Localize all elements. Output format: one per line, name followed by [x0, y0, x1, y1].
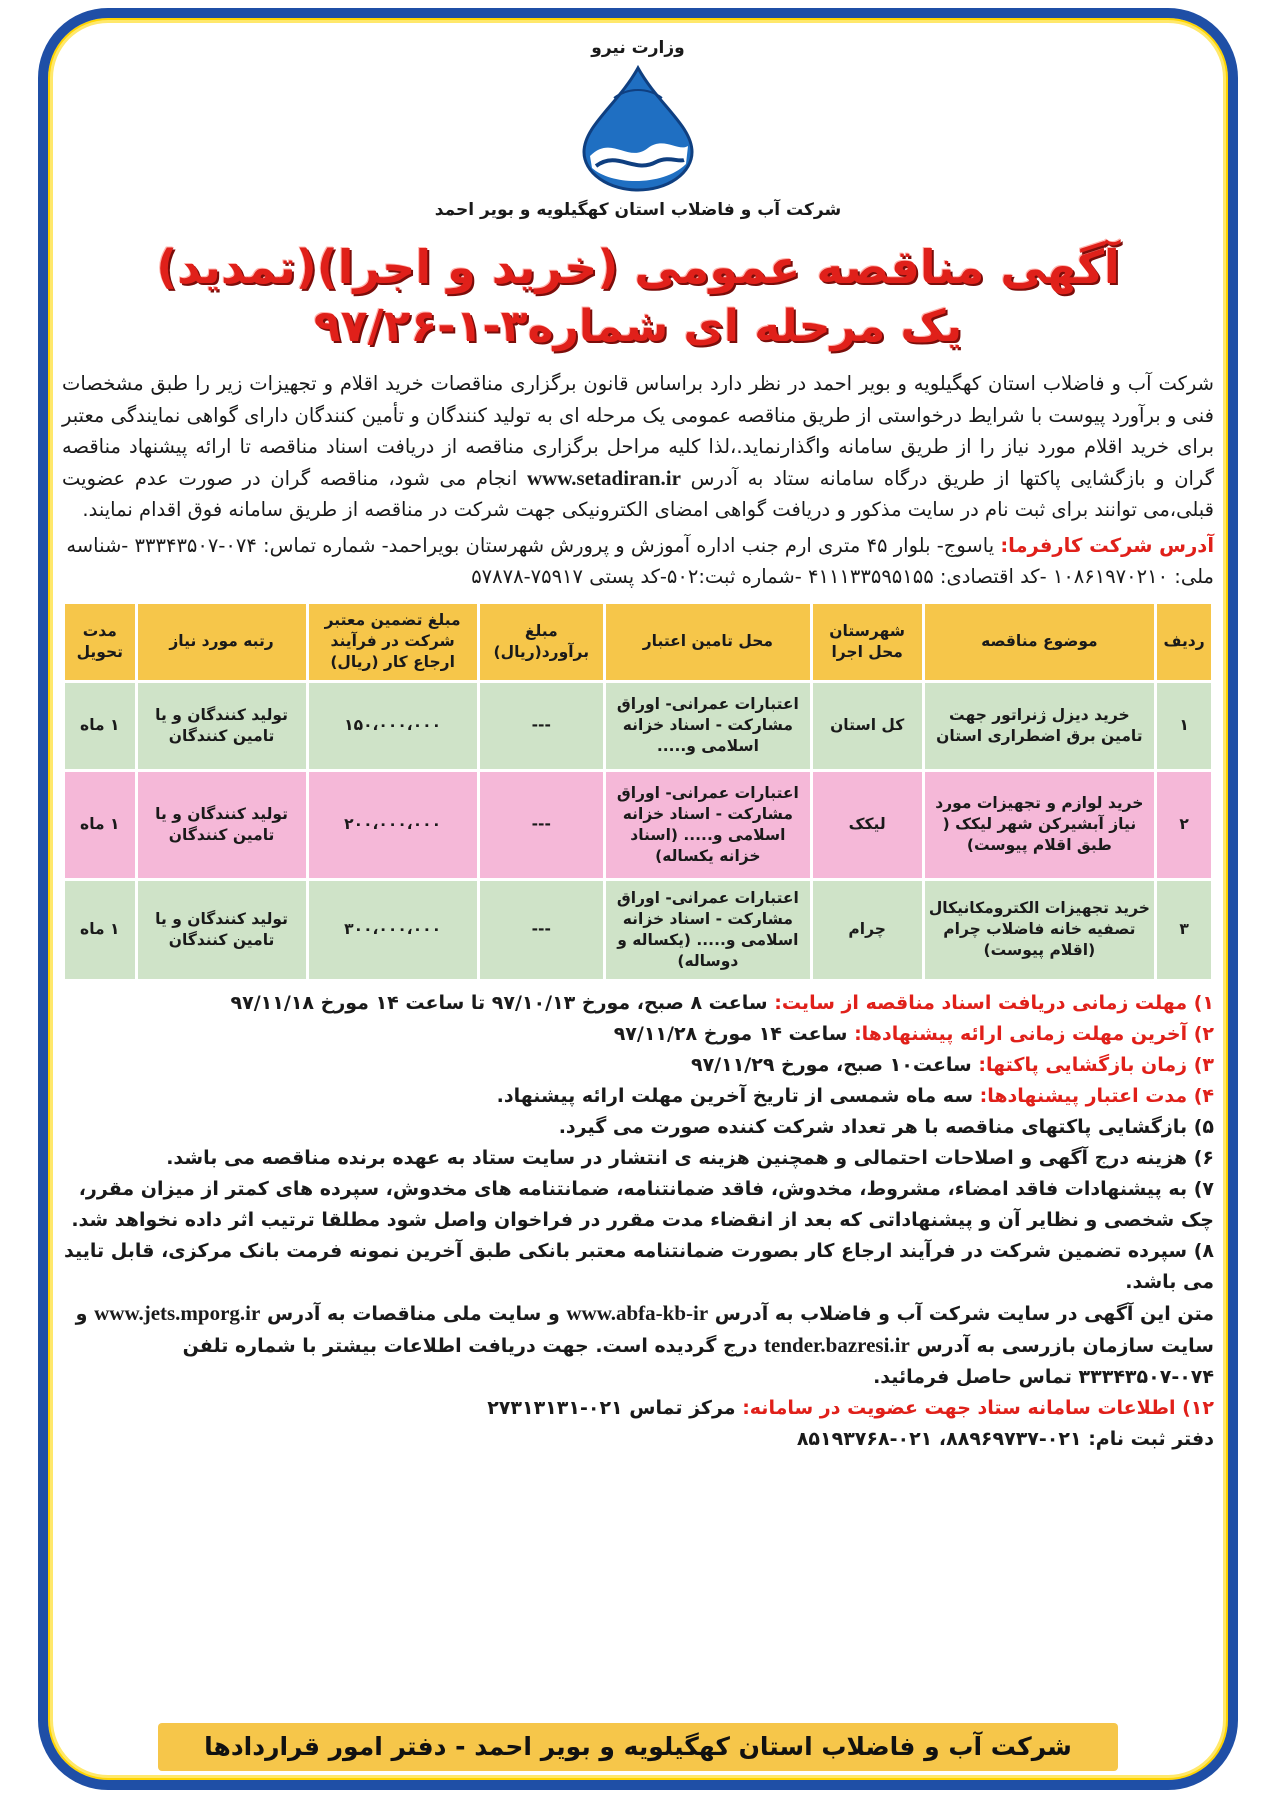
row-guarantee: ۲۰۰،۰۰۰،۰۰۰	[309, 772, 477, 878]
row-rank: تولید کنندگان و یا تامین کنندگان	[138, 683, 306, 769]
notice-page	[62, 20, 1214, 1455]
condition-value: مرکز تماس ۰۲۱-۲۷۳۱۳۱۳۱	[487, 1396, 736, 1419]
table-row	[65, 772, 1211, 878]
notice-text-4: درج گردیده است. جهت دریافت اطلاعات بیشتر با شماره تلفن ۰۷۴-۳۳۳۴۳۵۰۷ تماس حاصل فرمائید.	[182, 1334, 1214, 1388]
setadiran-link[interactable]: www.setadiran.ir	[526, 465, 681, 490]
header-subject: موضوع مناقصه	[925, 604, 1155, 680]
publication-notice	[62, 1298, 1214, 1393]
condition-item	[62, 988, 1214, 1019]
condition-label: ۳) زمان بازگشایی پاکتها:	[978, 1053, 1214, 1076]
header-estimate: مبلغ برآورد(ریال)	[480, 604, 603, 680]
abfa-link[interactable]: www.abfa-kb-ir	[566, 1300, 709, 1325]
row-guarantee: ۱۵۰،۰۰۰،۰۰۰	[309, 683, 477, 769]
intro-text-1: شرکت آب و فاضلاب استان کهگیلویه و بویر احمد در نظر دارد براساس قانون برگزاری مناقصات خرید اقلام و تجهیزات زیر را طبق مشخصات فنی و برآورد پیوست با شرایط درخواستی از طریق مناقصه عمومی یک مرحله ای به تولید کنندگان و تأمین کنندگان دارای گواهی نمایندگی معتبر برای خرید اقلام مورد نیاز را از طریق سامانه واگذارنماید.،لذا کلیه مراحل برگزاری مناقصه از دریافت اسناد مناقصه تا ارائه پیشنهاد مناقصه گران و بازگشایی پاکتها از طریق درگاه سامانه ستاد به آدرس	[62, 372, 1214, 490]
header-row-num: ردیف	[1157, 604, 1211, 680]
table-row	[65, 881, 1211, 979]
conditions-list	[62, 988, 1214, 1455]
row-subject: خرید تجهیزات الکترومکانیکال تصفیه خانه فاضلاب چرام (اقلام پیوست)	[925, 881, 1155, 979]
condition-label: ۴) مدت اعتبار پیشنهادها:	[979, 1084, 1214, 1107]
bazresi-link[interactable]: tender.bazresi.ir	[764, 1332, 910, 1357]
row-estimate: ---	[480, 683, 603, 769]
row-funding: اعتبارات عمرانی- اوراق مشارکت - اسناد خزانه اسلامی و..... (اسناد خزانه یکساله)	[606, 772, 810, 878]
condition-item: ۶) هزینه درج آگهی و اصلاحات احتمالی و همچنین هزینه ی انتشار در سایت ستاد به عهده برنده مناقصه می باشد.	[166, 1146, 1214, 1169]
row-rank: تولید کنندگان و یا تامین کنندگان	[138, 881, 306, 979]
header-funding: محل تامین اعتبار	[606, 604, 810, 680]
notice-text-1: متن این آگهی در سایت شرکت آب و فاضلاب به آدرس	[714, 1302, 1214, 1325]
company-logo	[62, 64, 1214, 194]
header-guarantee: مبلغ تضمین معتبر شرکت در فرآیند ارجاع کار (ریال)	[309, 604, 477, 680]
notice-text-3: و سایت سازمان بازرسی به آدرس	[75, 1302, 1214, 1357]
footer-banner: شرکت آب و فاضلاب استان کهگیلویه و بویر احمد - دفتر امور قراردادها	[158, 1723, 1118, 1771]
condition-value: ساعت ۱۴ مورخ ۹۷/۱۱/۲۸	[613, 1022, 848, 1045]
notice-subtitle: یک مرحله ای شماره۳-۱-۹۷/۲۶	[313, 301, 963, 352]
employer-address	[62, 530, 1214, 593]
intro-text-2: انجام می شود، مناقصه گران در صورت عدم عضویت قبلی،می توانند برای ثبت نام در سایت مذکور و دریافت گواهی امضای الکترونیکی جهت شرکت در مناقصه از طریق سامانه فوق اقدام نمایند.	[62, 466, 1214, 521]
jets-link[interactable]: www.jets.mporg.ir	[94, 1300, 261, 1325]
row-rank: تولید کنندگان و یا تامین کنندگان	[138, 772, 306, 878]
condition-label: ۲) آخرین مهلت زمانی ارائه پیشنهادها:	[854, 1022, 1214, 1045]
row-delivery: ۱ ماه	[65, 881, 135, 979]
notice-title: آگهی مناقصه عمومی (خرید و اجرا)(تمدید)	[156, 240, 1120, 294]
condition-item	[62, 1019, 1214, 1050]
condition-value: سه ماه شمسی از تاریخ آخرین مهلت ارائه پیشنهاد.	[496, 1084, 974, 1107]
condition-label: ۱) مهلت زمانی دریافت اسناد مناقصه از سایت:	[774, 991, 1214, 1014]
row-city: چرام	[813, 881, 922, 979]
condition-item	[62, 1050, 1214, 1081]
condition-value: ساعت۱۰ صبح، مورخ ۹۷/۱۱/۲۹	[690, 1053, 972, 1076]
water-drop-logo-icon	[568, 64, 708, 192]
registration-office: دفتر ثبت نام: ۰۲۱-۸۸۹۶۹۷۳۷، ۰۲۱-۸۵۱۹۳۷۶۸	[796, 1427, 1214, 1450]
address-text: یاسوج- بلوار ۴۵ متری ارم جنب اداره آموزش و پرورش شهرستان بویراحمد- شماره تماس: ۰۷۴-۳۳۳۴۳۵۰۷ -شناسه ملی: ۱۰۸۶۱۹۷۰۲۱۰ -کد اقتصادی: ۴۱۱۱۳۳۵۹۵۱۵۵ -شماره ثبت:۵۰۲-کد پستی ۷۵۹۱۷-۵۷۸۷۸	[66, 533, 1214, 588]
condition-value: ساعت ۸ صبح، مورخ ۹۷/۱۰/۱۳ تا ساعت ۱۴ مورخ ۹۷/۱۱/۱۸	[230, 991, 768, 1014]
row-delivery: ۱ ماه	[65, 772, 135, 878]
row-funding: اعتبارات عمرانی- اوراق مشارکت - اسناد خزانه اسلامی و.....	[606, 683, 810, 769]
row-subject: خرید لوازم و تجهیزات مورد نیاز آبشیرکن شهر لیکک ( طبق اقلام پیوست)	[925, 772, 1155, 878]
condition-label: ۱۲) اطلاعات سامانه ستاد جهت عضویت در سامانه:	[742, 1396, 1214, 1419]
condition-item	[62, 1393, 1214, 1424]
row-city: لیکک	[813, 772, 922, 878]
row-estimate: ---	[480, 772, 603, 878]
condition-item: ۸) سپرده تضمین شرکت در فرآیند ارجاع کار بصورت ضمانتنامه معتبر بانکی طبق آخرین نمونه فرمت بانک مرکزی، قابل تایید می باشد.	[64, 1239, 1214, 1293]
header-delivery: مدت تحویل	[65, 604, 135, 680]
row-subject: خرید دیزل ژنراتور جهت تامین برق اضطراری استان	[925, 683, 1155, 769]
ministry-name: وزارت نیرو	[591, 38, 685, 58]
condition-item: ۷) به پیشنهادات فاقد امضاء، مشروط، مخدوش، فاقد ضمانتنامه، ضمانتنامه های مخدوش، سپرده های کمتر از میزان مقرر، چک شخصی و نظایر آن و پیشنهاداتی که بعد از انقضاء مدت مقرر در فراخوان واصل شود مطلقا ترتیب اثر داده نخواهد شد.	[71, 1177, 1214, 1231]
address-label: آدرس شرکت کارفرما:	[1000, 533, 1214, 557]
row-delivery: ۱ ماه	[65, 683, 135, 769]
company-name: شرکت آب و فاضلاب استان کهگیلویه و بویر احمد	[434, 200, 842, 220]
intro-paragraph	[62, 368, 1214, 526]
condition-item: ۵) بازگشایی پاکتهای مناقصه با هر تعداد شرکت کننده صورت می گیرد.	[558, 1115, 1214, 1138]
row-guarantee: ۳۰۰،۰۰۰،۰۰۰	[309, 881, 477, 979]
header-rank: رتبه مورد نیاز	[138, 604, 306, 680]
row-num: ۳	[1157, 881, 1211, 979]
tender-table	[62, 601, 1214, 982]
table-header-row	[65, 604, 1211, 680]
row-estimate: ---	[480, 881, 603, 979]
row-funding: اعتبارات عمرانی- اوراق مشارکت - اسناد خزانه اسلامی و..... (یکساله و دوساله)	[606, 881, 810, 979]
row-num: ۲	[1157, 772, 1211, 878]
row-city: کل استان	[813, 683, 922, 769]
row-num: ۱	[1157, 683, 1211, 769]
header-city: شهرستان محل اجرا	[813, 604, 922, 680]
table-row	[65, 683, 1211, 769]
condition-item	[62, 1081, 1214, 1112]
notice-text-2: و سایت ملی مناقصات به آدرس	[266, 1302, 560, 1325]
